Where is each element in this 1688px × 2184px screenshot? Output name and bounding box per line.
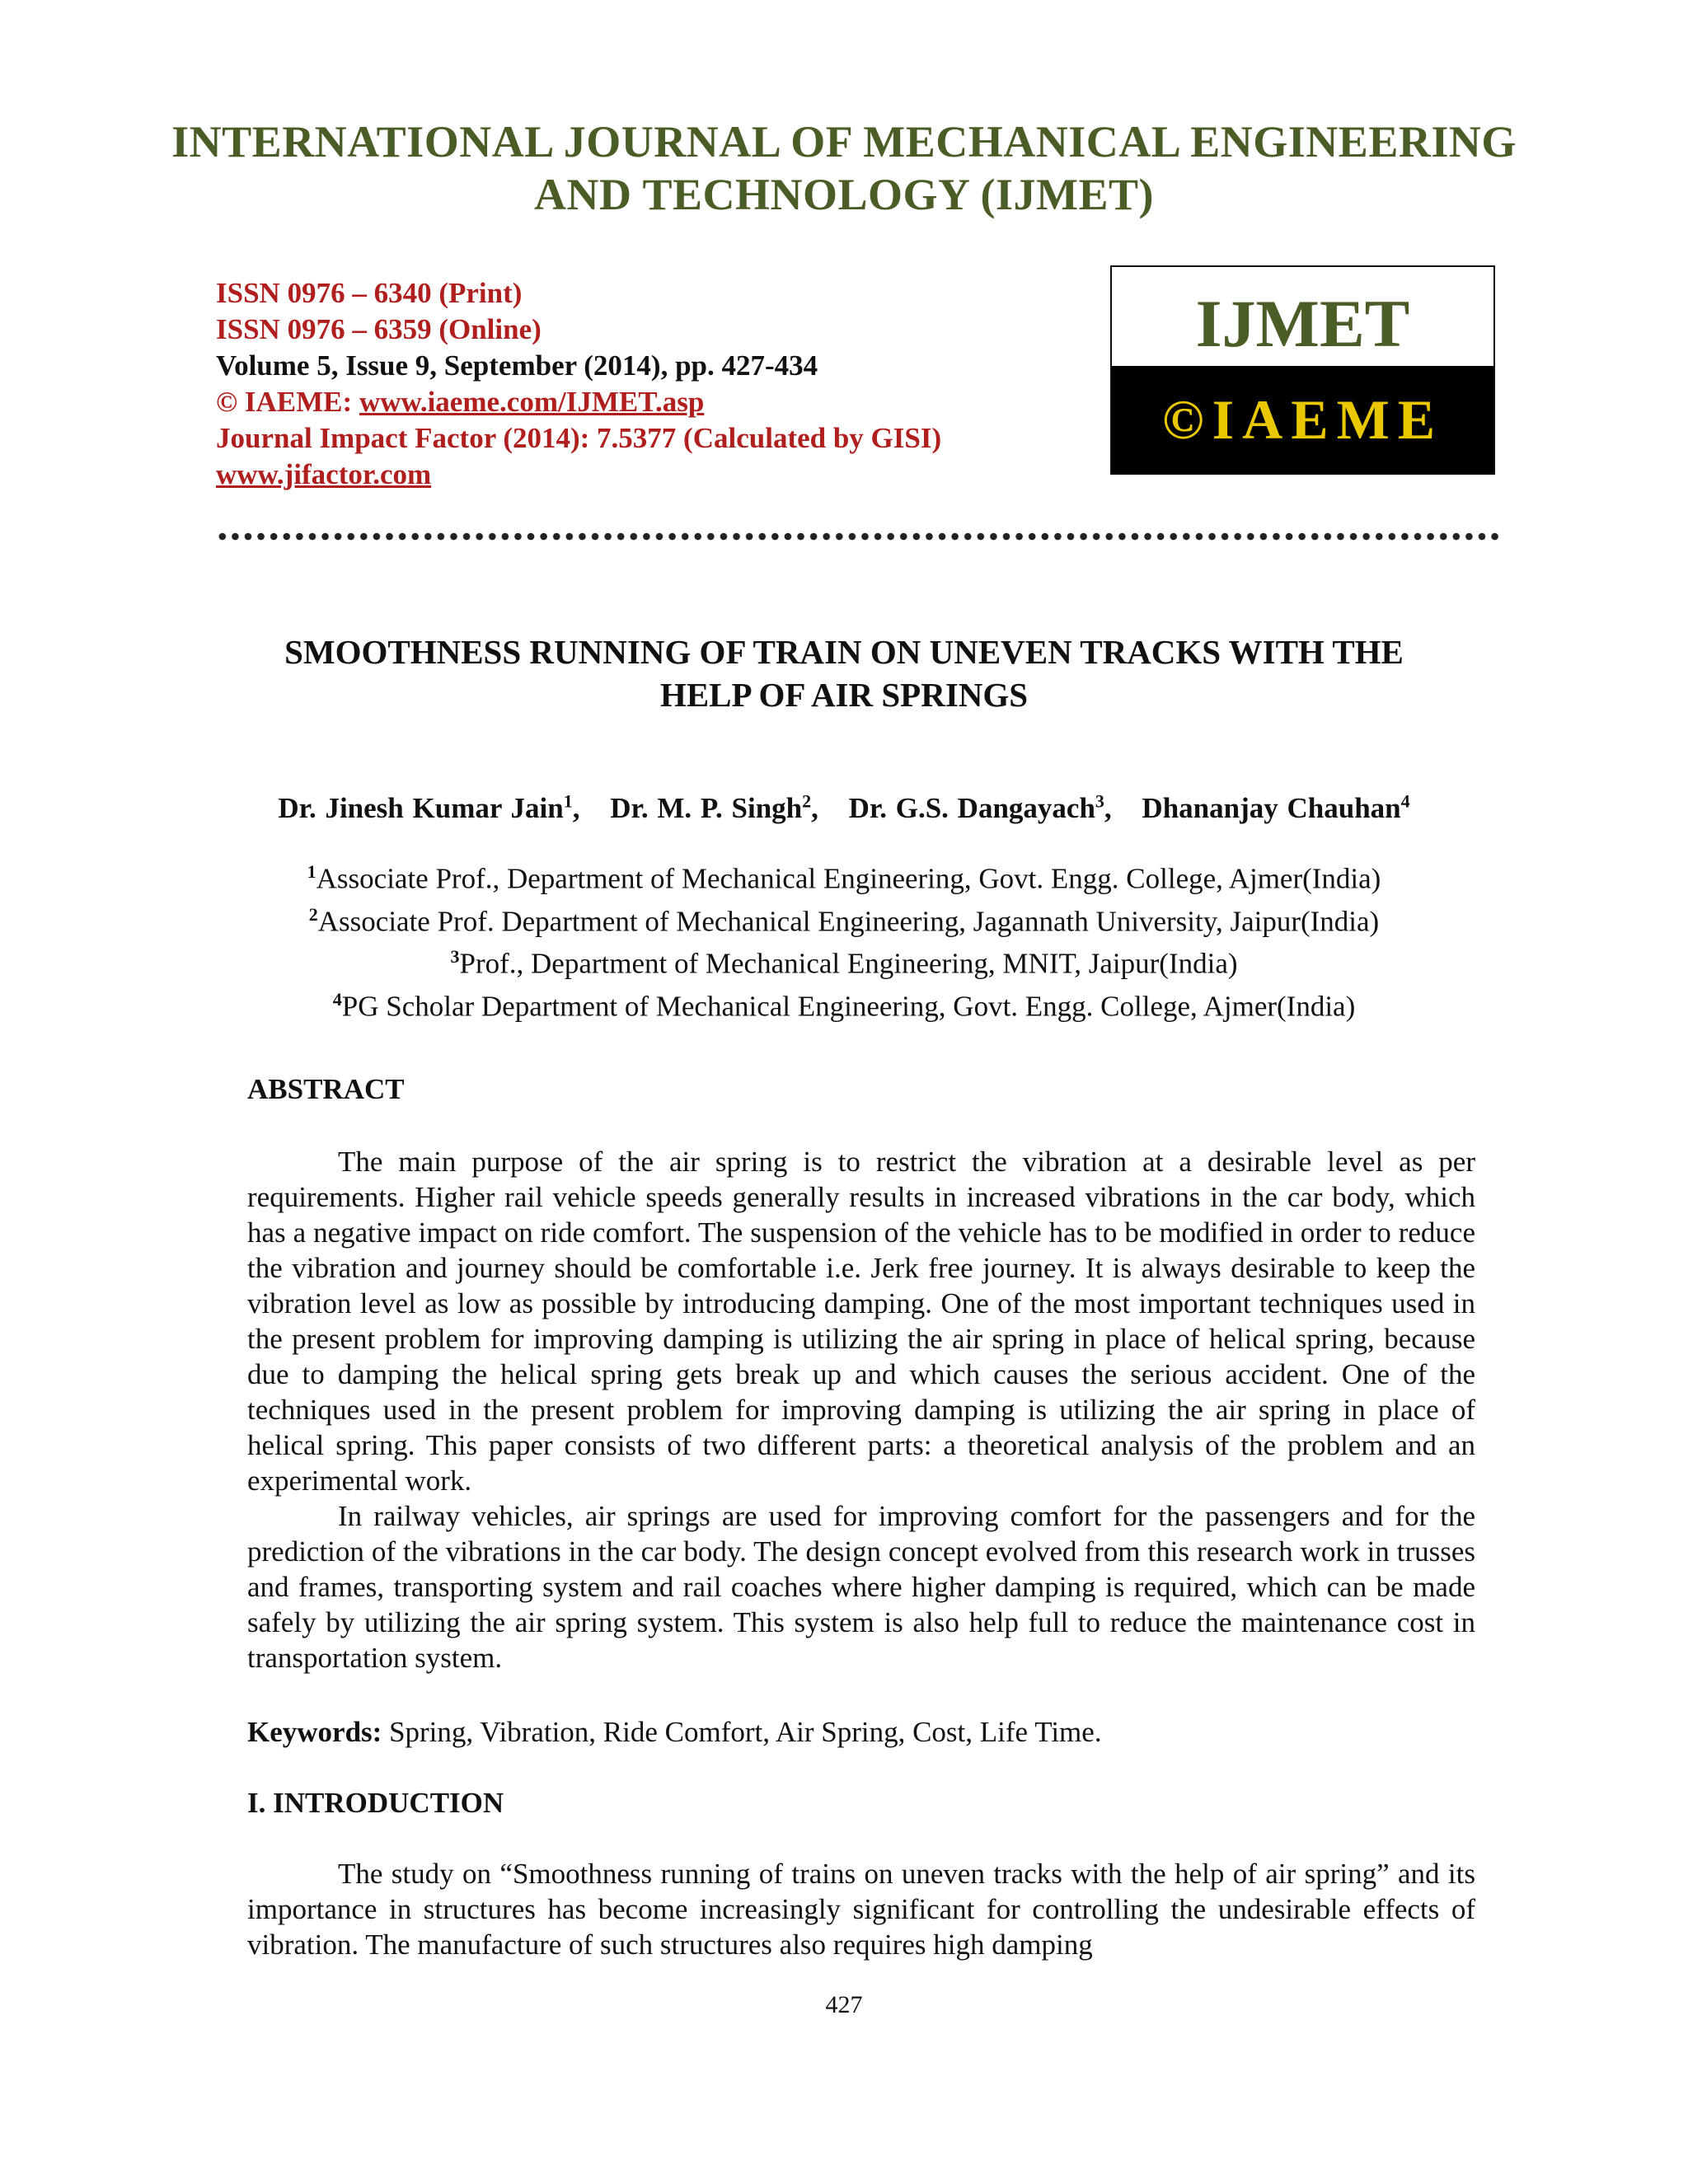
- iaeme-link[interactable]: www.iaeme.com/IJMET.asp: [359, 386, 705, 418]
- affiliations: [0, 854, 1688, 1024]
- author-sep: ,: [572, 791, 580, 824]
- keywords: [247, 1714, 1102, 1750]
- keywords-text: Spring, Vibration, Ride Comfort, Air Spring, Cost, Life Time.: [382, 1716, 1102, 1748]
- keywords-label: Keywords:: [247, 1716, 382, 1748]
- introduction-heading: I. INTRODUCTION: [247, 1787, 504, 1819]
- affiliation-sup: 4: [332, 988, 342, 1010]
- author: [278, 792, 579, 824]
- abstract-paragraph-1: The main purpose of the air spring is to restrict the vibration at a desirable level as per requirements. Higher rail vehicle speeds generally results in increased vibrations in the car body, which has a negative impact on ride comfort. The suspension of the vehicle has to be modified in order to reduce the vibration and journey should be comfortable i.e. Jerk free journey. It is always desirable to keep the vibration level as low as possible by introducing damping. One of the most important techniques used in the present problem for improving damping is utilizing the air spring in place of helical spring, because due to damping the helical spring gets break up and which causes the serious accident. One of the techniques used in the present problem for improving damping is utilizing the air spring in place of helical spring. This paper consists of two different parts: a theoretical analysis of the problem and an experimental work.: [247, 1146, 1475, 1497]
- affiliation: [0, 939, 1688, 982]
- affiliation: [0, 854, 1688, 897]
- author-name: Dr. M. P. Singh: [610, 791, 803, 824]
- journal-title: [0, 115, 1688, 221]
- publication-meta: [216, 275, 941, 493]
- author-affil-sup: 4: [1400, 790, 1410, 811]
- author-sep: ,: [811, 791, 818, 824]
- issn-print: ISSN 0976 – 6340 (Print): [216, 277, 523, 309]
- affiliation-text: PG Scholar Department of Mechanical Engineering, Govt. Engg. College, Ajmer(India): [341, 990, 1356, 1023]
- paper-title-line1: SMOOTHNESS RUNNING OF TRAIN ON UNEVEN TRACKS WITH THE: [284, 633, 1404, 671]
- affiliation-sup: 3: [450, 946, 460, 968]
- author-name: Dr. G.S. Dangayach: [848, 791, 1095, 824]
- paper-title-line2: HELP OF AIR SPRINGS: [659, 676, 1029, 714]
- author: [610, 792, 818, 824]
- abstract-body: [247, 1144, 1475, 1675]
- affiliation-text: Associate Prof., Department of Mechanical Engineering, Govt. Engg. College, Ajmer(India): [316, 862, 1381, 895]
- abstract-paragraph-2: In railway vehicles, air springs are used for improving comfort for the passengers and for the prediction of the vibrations in the car body. The design concept evolved from this research work in trusses and frames, transporting system and rail coaches where higher damping is required, which can be made safely by utilizing the air spring system. This system is also help full to reduce the maintenance cost in transportation system.: [247, 1500, 1475, 1674]
- journal-title-line2: AND TECHNOLOGY (IJMET): [533, 170, 1155, 219]
- paper-title: [0, 630, 1688, 716]
- iaeme-line: [216, 384, 941, 420]
- issn-online: ISSN 0976 – 6359 (Online): [216, 313, 542, 345]
- author-affil-sup: 3: [1095, 790, 1104, 811]
- abstract-heading: ABSTRACT: [247, 1073, 405, 1105]
- dotted-divider: [216, 532, 1502, 541]
- introduction-paragraph-1: The study on “Smoothness running of trains on uneven tracks with the help of air spring” and its importance in structures has become increasingly significant for controlling the undesirable effects of vibration. The manufacture of such structures also requires high damping: [247, 1858, 1475, 1961]
- affiliation-text: Associate Prof. Department of Mechanical Engineering, Jagannath University, Jaipur(India): [317, 905, 1380, 938]
- affiliation-sup: 1: [307, 861, 316, 882]
- author-affil-sup: 2: [802, 790, 812, 811]
- introduction-body: [247, 1856, 1475, 1962]
- affiliation-text: Prof., Department of Mechanical Engineering, MNIT, Jaipur(India): [459, 947, 1238, 980]
- author-list: [0, 783, 1688, 827]
- logo-ijmet-text: IJMET: [1195, 286, 1410, 361]
- logo-iaeme-text: ©IAEME: [1112, 366, 1493, 473]
- author-name: Dr. Jinesh Kumar Jain: [278, 791, 564, 824]
- page-number: 427: [825, 1991, 863, 2018]
- jifactor-link[interactable]: www.jifactor.com: [216, 458, 432, 490]
- author-sep: ,: [1104, 791, 1112, 824]
- iaeme-prefix: © IAEME:: [216, 386, 359, 418]
- affiliation: [0, 982, 1688, 1024]
- author: [849, 792, 1112, 824]
- author-affil-sup: 1: [563, 790, 573, 811]
- affiliation: [0, 897, 1688, 940]
- impact-factor: Journal Impact Factor (2014): 7.5377 (Calculated by GISI): [216, 422, 942, 454]
- author-name: Dhananjay Chauhan: [1142, 791, 1401, 824]
- ijmet-logo: [1110, 265, 1495, 475]
- author: [1142, 792, 1409, 824]
- volume-info: Volume 5, Issue 9, September (2014), pp. 427-434: [216, 349, 818, 382]
- journal-title-line1: INTERNATIONAL JOURNAL OF MECHANICAL ENGINEERING: [171, 117, 1517, 166]
- jifactor-line: [216, 457, 941, 493]
- affiliation-sup: 2: [308, 903, 318, 925]
